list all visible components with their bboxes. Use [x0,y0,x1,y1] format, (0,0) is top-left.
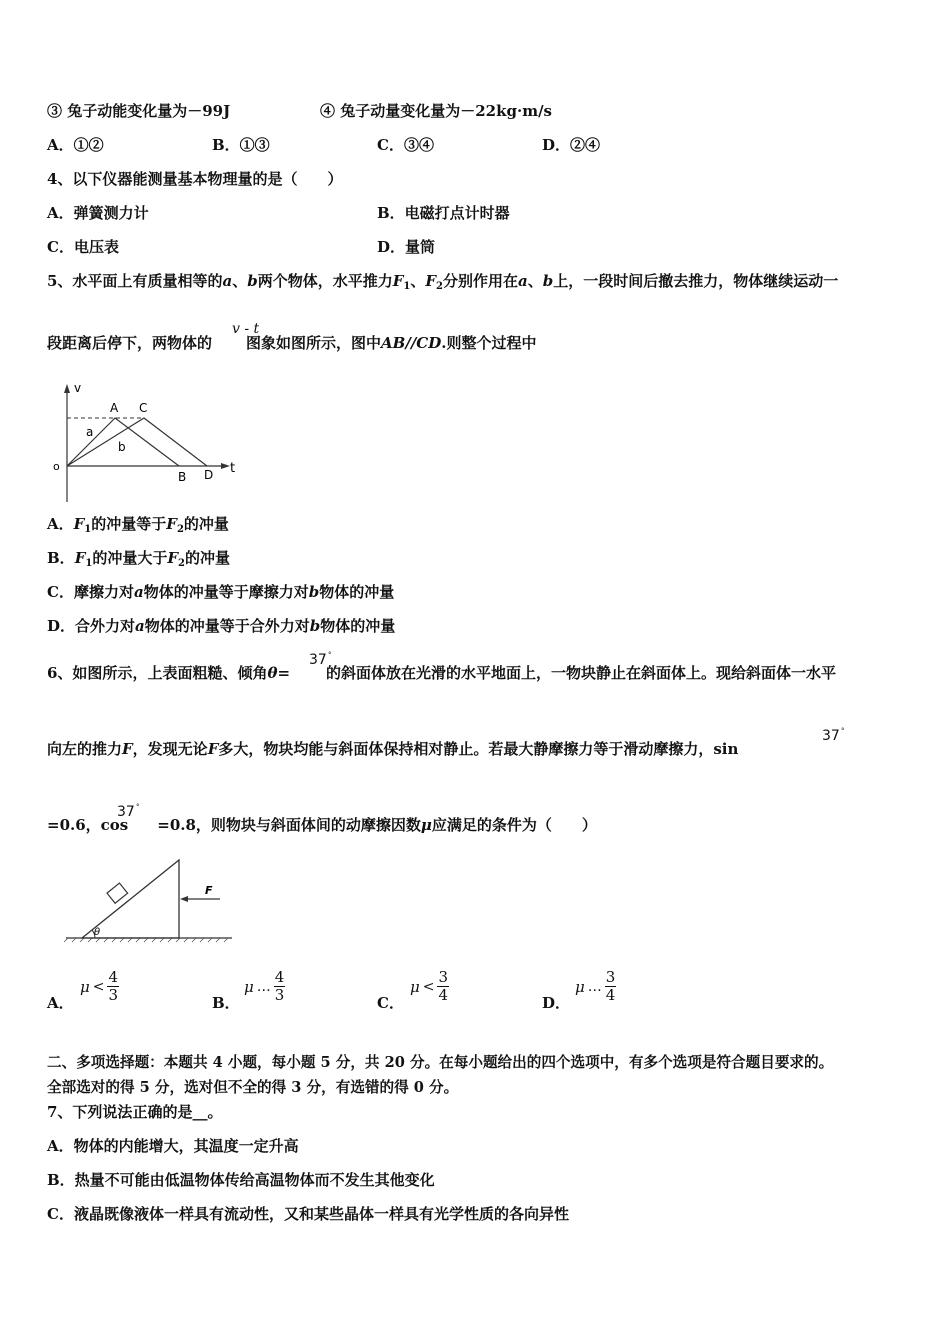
q3-item-4: ④ 兔子动量变化量为－22kg·m/s [320,102,552,120]
q6-option-b-label: B． [212,994,240,1012]
q6-stem-line3: =0.6，cos =0.8，则物块与斜面体间的动摩擦因数μ应满足的条件为（ ） [47,816,597,834]
q6-stem-line2: 向左的推力F，发现无论F多大，物块均能与斜面体保持相对静止。若最大静摩擦力等于滑动摩擦力，sin [47,740,739,758]
q6-option-b-expr: μ … 4 3 [244,968,285,1004]
section2-heading-line2: 全部选对的得 5 分，选对但不全的得 3 分，有选错的得 0 分。 [47,1079,459,1096]
sin-angle-37: 37 [822,728,840,744]
q6-option-c-label: C． [377,994,404,1012]
t-axis-arrow [221,463,230,469]
vt-graph [46,380,246,505]
q5-vt-symbol: v - t [232,321,260,337]
q4-option-d: D．量筒 [377,238,436,256]
q5-option-b: B．$F_1$的冲量大于$F_2$的冲量 [47,549,230,569]
q5-option-d: D．合外力对a物体的冲量等于合外力对b物体的冲量 [47,617,396,635]
section2-heading-line1: 二、多项选择题：本题共 4 小题，每小题 5 分，共 20 分。在每小题给出的四个选项中，有多个选项是符合题目要求的。 [47,1054,834,1071]
point-d-label: D [204,468,214,482]
q7-option-b: B．热量不可能由低温物体传给高温物体而不发生其他变化 [47,1171,435,1189]
t-label: t [230,461,236,476]
q7-option-a: A．物体的内能增大，其温度一定升高 [47,1137,299,1155]
angle-37: 37 [309,652,327,668]
v-label: v [74,381,82,395]
line-b-label: b [118,440,126,454]
q4-option-b: B．电磁打点计时器 [377,204,510,222]
line-a-label: a [86,425,94,439]
v-axis-arrow [64,384,70,393]
force-label: F [205,884,213,897]
q6-option-d-label: D． [542,994,571,1012]
q5-option-a: A．$F_1$的冲量等于$F_2$的冲量 [47,515,229,535]
q5-option-c: C．摩擦力对a物体的冲量等于摩擦力对b物体的冲量 [47,583,395,601]
q5-stem-line2: 段距离后停下，两物体的 图象如图所示，图中AB//CD.则整个过程中 [47,334,537,352]
q3-option-c: C．③④ [377,136,434,154]
incline-figure [62,852,242,944]
q3-option-d: D．②④ [542,136,601,154]
q6-option-d-expr: μ … 3 4 [575,968,616,1004]
q6-option-c-expr: μ < 3 4 [410,968,449,1004]
force-arrow-head [180,896,188,902]
q6-option-a-expr: μ < 4 3 [80,968,119,1004]
q6-option-a-label: A． [47,994,74,1012]
q4-option-a: A．弹簧测力计 [47,204,149,222]
cos-angle-37: 37 [117,804,135,820]
cos-degree-mark: ° [136,803,140,811]
q7-stem: 7、下列说法正确的是__。 [47,1103,223,1121]
block [107,883,128,903]
point-a-label: A [110,401,119,415]
q3-item-3: ③ 兔子动能变化量为－99J [47,102,231,120]
sin-degree-mark: ° [841,727,845,735]
q4-option-c: C．电压表 [47,238,119,256]
origin-label: o [53,460,60,473]
degree-mark: ° [328,651,332,659]
q3-option-a: A．①② [47,136,104,154]
point-c-label: C [139,401,148,415]
theta-label: θ [94,927,101,938]
q4-stem: 4、以下仪器能测量基本物理量的是（ ） [47,170,343,188]
q7-option-c: C．液晶既像液体一样具有流动性，又和某些晶体一样具有光学性质的各向异性 [47,1205,569,1223]
point-b-label: B [178,470,187,484]
q3-option-b: B．①③ [212,136,270,154]
q6-stem-line1: 6、如图所示，上表面粗糙、倾角θ= 的斜面体放在光滑的水平地面上，一物块静止在斜面体上。现给斜面体一水平 [47,664,837,682]
q5-stem-line1: 5、水平面上有质量相等的a、b两个物体，水平推力$F_1$、$F_2$分别作用在a、b上，一段时间后撤去推力，物体继续运动一 [47,272,839,292]
